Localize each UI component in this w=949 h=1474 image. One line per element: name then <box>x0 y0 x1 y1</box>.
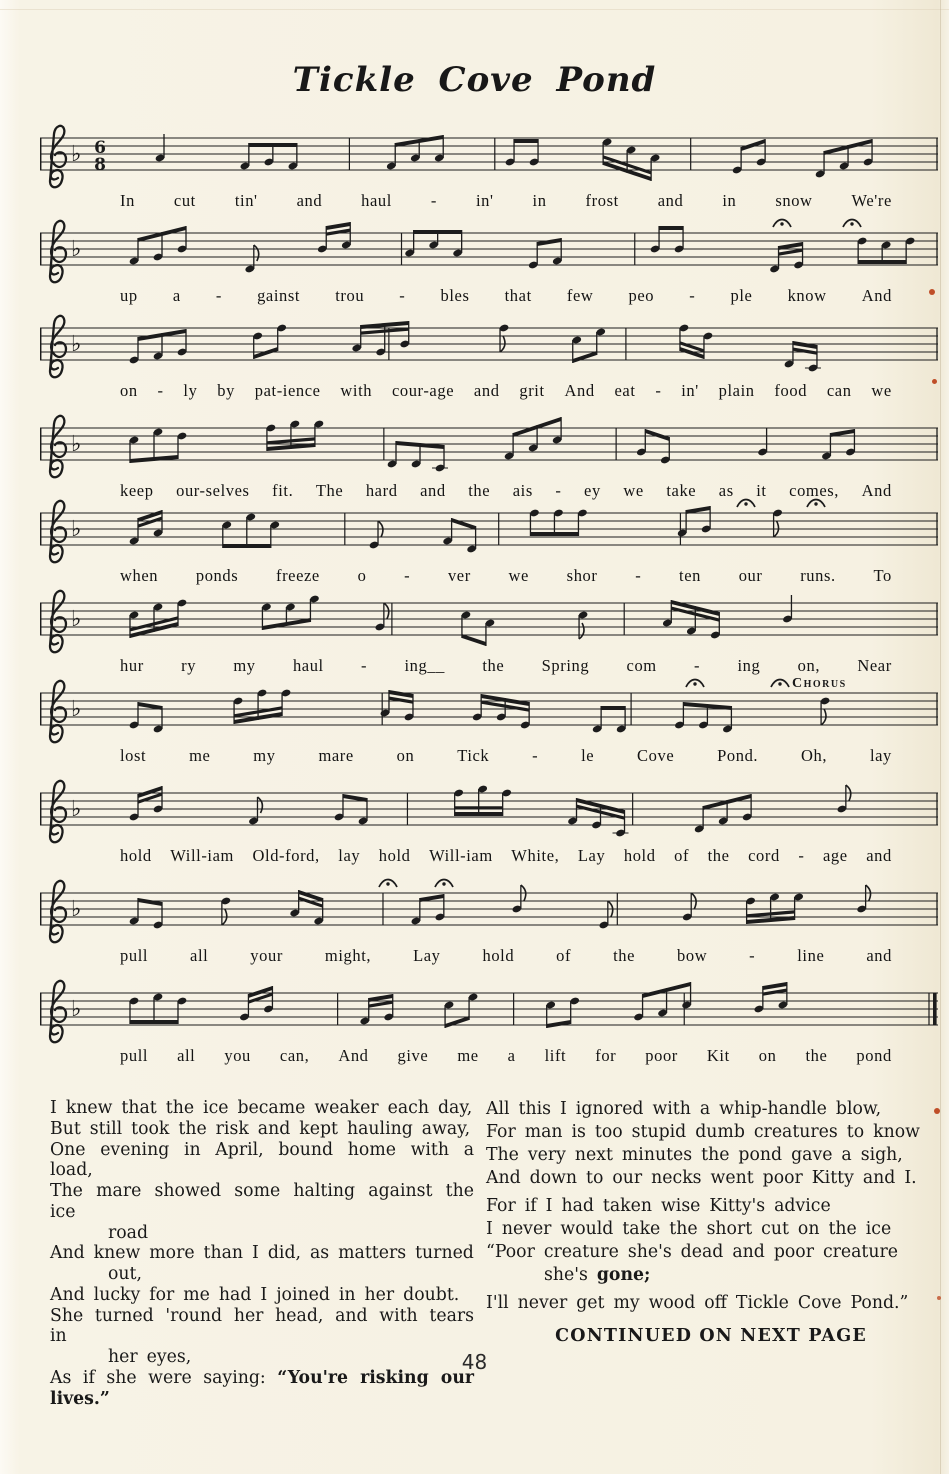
lyric-word: - <box>555 481 562 500</box>
svg-text:♭: ♭ <box>71 517 82 542</box>
lyrics-line <box>120 1046 892 1066</box>
lyric-word: we <box>871 381 892 400</box>
lyric-word: ry <box>181 656 197 675</box>
lyric-word: lay <box>338 846 361 865</box>
music-system-5 <box>40 495 938 589</box>
lyric-word: Kit <box>706 1046 730 1065</box>
lyric-word: pond <box>856 1046 892 1065</box>
lyric-word: and <box>473 381 500 400</box>
lyric-word: ais <box>512 481 533 500</box>
scan-speck <box>934 1108 940 1114</box>
svg-text:♭: ♭ <box>71 142 82 167</box>
lyric-word: take <box>666 481 697 500</box>
music-system-10 <box>40 975 938 1069</box>
lyric-word: peo <box>628 286 655 305</box>
lyric-word: with <box>340 381 373 400</box>
lyric-word: in <box>532 191 547 210</box>
music-system-6 <box>40 585 938 679</box>
lyric-word: - <box>694 656 701 675</box>
lyric-word: can <box>826 381 852 400</box>
lyric-word: and <box>420 481 446 500</box>
lyric-word: in <box>722 191 737 210</box>
lyrics-line <box>120 381 892 401</box>
chorus-label: Chorus <box>792 676 847 691</box>
lyric-word: pull <box>120 946 149 965</box>
lyric-word: Will-iam <box>429 846 493 865</box>
svg-text:♭: ♭ <box>71 697 82 722</box>
lyric-word: - <box>749 946 756 965</box>
scan-speck <box>937 1296 941 1300</box>
lyric-word: few <box>566 286 594 305</box>
lyric-word: And <box>861 481 892 500</box>
lyric-word: my <box>253 746 276 765</box>
lyric-word: And <box>564 381 595 400</box>
lyric-word: com <box>626 656 657 675</box>
lyric-word: a <box>172 286 181 305</box>
lyric-word: - <box>532 746 539 765</box>
lyric-word: bow <box>677 946 708 965</box>
lyric-word: that <box>504 286 532 305</box>
lyric-word: grit <box>519 381 545 400</box>
lyric-word: up <box>120 286 138 305</box>
verse-line: The very next minutes the pond gave a sigh, <box>486 1145 903 1165</box>
music-system-9 <box>40 875 938 969</box>
lyric-word: Near <box>857 656 892 675</box>
lyric-word: as <box>718 481 734 500</box>
lyric-word: line <box>797 946 825 965</box>
lyric-word: ey <box>584 481 601 500</box>
lyric-word: your <box>250 946 283 965</box>
svg-text:♭: ♭ <box>71 332 82 357</box>
verse-line: I never would take the short cut on the ice <box>486 1219 892 1239</box>
lyric-word: on, <box>797 656 821 675</box>
lyric-word: Pond. <box>717 746 759 765</box>
lyric-word: in' <box>475 191 494 210</box>
lyric-word: eat <box>614 381 636 400</box>
lyric-word: hold <box>482 946 515 965</box>
lyric-word: and <box>657 191 684 210</box>
lyric-word: pat-ience <box>254 381 321 400</box>
verse-line: The mare showed some halting against the ice <box>50 1181 474 1222</box>
lyric-word: To <box>873 566 892 585</box>
lyric-word: mare <box>318 746 354 765</box>
lyric-word: all <box>177 1046 196 1065</box>
svg-text:♭: ♭ <box>71 897 82 922</box>
staff-svg <box>40 775 938 845</box>
scan-edge-top <box>0 9 949 10</box>
lyric-word: the <box>805 1046 828 1065</box>
lyric-word: runs. <box>800 566 836 585</box>
lyric-word: - <box>404 566 411 585</box>
lyric-word: you <box>224 1046 251 1065</box>
lyric-word: and <box>866 946 892 965</box>
lyric-word: the <box>482 656 505 675</box>
lyric-word: on <box>758 1046 777 1065</box>
staff-svg <box>40 495 938 565</box>
lyrics-line <box>120 946 892 966</box>
lyric-word: my <box>233 656 256 675</box>
lyric-word: me <box>189 746 211 765</box>
verse-line: As if she were saying: “You're risking our lives.” <box>50 1367 474 1409</box>
lyric-word: ple <box>730 286 753 305</box>
lyric-word: ten <box>679 566 701 585</box>
verse-line: I knew that the ice became weaker each day, <box>50 1098 473 1118</box>
svg-text:6: 6 <box>94 138 106 158</box>
lyric-word: hold <box>623 846 656 865</box>
verse-line: And down to our necks went poor Kitty and I. <box>486 1168 917 1188</box>
lyric-word: Tick <box>457 746 490 765</box>
staff-svg <box>40 410 938 480</box>
verse-line: And knew more than I did, as matters turned <box>50 1243 474 1264</box>
lyric-word: our-selves <box>176 481 250 500</box>
verse-line: But still took the risk and kept hauling away, <box>50 1118 471 1139</box>
lyrics-line <box>120 566 892 586</box>
lyric-word: hold <box>378 846 411 865</box>
lyric-word: Cove <box>637 746 675 765</box>
lyric-word: our <box>738 566 763 585</box>
svg-text:♭: ♭ <box>71 237 82 262</box>
lyric-word: comes, <box>789 481 840 500</box>
lyrics-line <box>120 191 892 211</box>
lyric-word: snow <box>775 191 813 210</box>
svg-text:♭: ♭ <box>71 432 82 457</box>
lyric-word: ing <box>737 656 761 675</box>
staff-svg <box>40 310 938 380</box>
verse-line: One evening in April, bound home with a load, <box>50 1139 474 1181</box>
continued-notice: CONTINUED ON NEXT PAGE <box>555 1326 867 1346</box>
verse-line: All this I ignored with a whip-handle blow, <box>486 1099 882 1119</box>
lyric-word: Will-iam <box>170 846 234 865</box>
lyric-word: all <box>190 946 209 965</box>
verse-line: She turned 'round her head, and with tears in <box>50 1305 474 1347</box>
verse-line: “Poor creature she's dead and poor creature <box>486 1242 898 1262</box>
staff-svg <box>40 875 938 945</box>
svg-text:♭: ♭ <box>71 797 82 822</box>
music-system-7 <box>40 675 938 769</box>
lyric-word: trou <box>335 286 365 305</box>
lyric-word: ponds <box>195 566 239 585</box>
lyric-word: the <box>707 846 730 865</box>
lyric-word: - <box>635 566 642 585</box>
lyric-word: food <box>774 381 808 400</box>
lyric-word: - <box>430 191 438 210</box>
svg-text:8: 8 <box>94 155 106 175</box>
lyric-word: plain <box>718 381 755 400</box>
lyric-word: and <box>296 191 323 210</box>
lyric-word: Lay <box>413 946 441 965</box>
lyric-word: the <box>468 481 491 500</box>
lyric-word: give <box>397 1046 429 1065</box>
lyric-word: in' <box>681 381 699 400</box>
verse-line: she's gone; <box>544 1265 651 1285</box>
verse-line: her eyes, <box>108 1347 192 1367</box>
scan-speck <box>932 379 937 384</box>
page-title: Tickle Cove Pond <box>292 60 657 100</box>
lyric-word: pull <box>120 1046 149 1065</box>
lyric-word: le <box>581 746 595 765</box>
lyric-word: it <box>756 481 767 500</box>
lyric-word: we <box>623 481 644 500</box>
lyric-word: keep <box>120 481 154 500</box>
lyric-word: gainst <box>257 286 301 305</box>
lyric-word: o <box>357 566 367 585</box>
lyric-word: of <box>556 946 572 965</box>
lyric-word: the <box>613 946 636 965</box>
lyric-word: lost <box>120 746 147 765</box>
lyric-word: by <box>217 381 235 400</box>
lyric-word: ly <box>183 381 198 400</box>
verse-line: For if I had taken wise Kitty's advice <box>486 1196 831 1216</box>
staff-svg <box>40 215 938 285</box>
lyric-word: The <box>315 481 344 500</box>
music-system-4 <box>40 410 938 504</box>
lyric-word: we <box>508 566 529 585</box>
lyric-word: hold <box>120 846 152 865</box>
lyric-word: might, <box>324 946 372 965</box>
lyric-word: Oh, <box>801 746 828 765</box>
scan-speck <box>929 289 935 295</box>
music-system-8 <box>40 775 938 869</box>
lyric-word: and <box>866 846 892 865</box>
music-system-1 <box>40 120 938 214</box>
lyric-word: And <box>861 286 892 305</box>
lyric-word: hur <box>120 656 144 675</box>
lyric-word: - <box>157 381 164 400</box>
verse-column-right-lines <box>486 1098 936 1315</box>
lyric-word: White, <box>511 846 560 865</box>
verse-line: For man is too stupid dumb creatures to know <box>486 1122 920 1142</box>
verse-line: And lucky for me had I joined in her doubt. <box>50 1284 460 1305</box>
verse-line: road <box>108 1222 149 1243</box>
lyric-word: know <box>787 286 827 305</box>
lyric-word: Old-ford, <box>252 846 320 865</box>
lyric-word: frost <box>585 191 619 210</box>
lyric-word: - <box>689 286 696 305</box>
lyric-word: cord <box>748 846 780 865</box>
lyric-word: shor <box>566 566 598 585</box>
page-number: 48 <box>461 1350 488 1374</box>
lyric-word: freeze <box>275 566 320 585</box>
lyrics-line <box>120 656 892 676</box>
lyric-word: haul <box>292 656 324 675</box>
lyric-word: hard <box>365 481 398 500</box>
lyric-word: ver <box>447 566 471 585</box>
music-system-3 <box>40 310 938 404</box>
lyrics-line <box>120 846 892 866</box>
lyric-word: cut <box>173 191 196 210</box>
lyric-word: on <box>120 381 138 400</box>
lyric-word: And <box>338 1046 369 1065</box>
lyric-word: ing__ <box>404 656 446 675</box>
verse-line: out, <box>108 1264 142 1284</box>
svg-text:♭: ♭ <box>71 607 82 632</box>
verse-line: I'll never get my wood off Tickle Cove Pond.” <box>486 1293 909 1313</box>
lyrics-line <box>120 746 892 766</box>
lyric-word: age <box>823 846 848 865</box>
lyrics-line <box>120 286 892 306</box>
lyric-word: me <box>457 1046 479 1065</box>
music-system-2 <box>40 215 938 309</box>
lyric-word: Lay <box>577 846 606 865</box>
lyric-word: - <box>215 286 222 305</box>
lyric-word: when <box>120 566 159 585</box>
lyric-word: tin' <box>234 191 258 210</box>
lyric-word: a <box>507 1046 516 1065</box>
lyric-word: poor <box>645 1046 678 1065</box>
lyric-word: of <box>674 846 690 865</box>
staff-svg <box>40 585 938 655</box>
lyric-word: Spring <box>541 656 590 675</box>
lyric-word: - <box>361 656 368 675</box>
lyric-word: - <box>655 381 662 400</box>
svg-text:♭: ♭ <box>71 997 82 1022</box>
lyric-word: We're <box>851 191 892 210</box>
staff-svg <box>40 975 938 1045</box>
lyric-word: - <box>399 286 406 305</box>
lyric-word: lay <box>869 746 892 765</box>
lyric-word: fit. <box>272 481 294 500</box>
lyric-word: cour-age <box>391 381 455 400</box>
lyric-word: for <box>595 1046 617 1065</box>
lyric-word: In <box>120 191 135 210</box>
lyric-word: bles <box>440 286 470 305</box>
lyric-word: on <box>396 746 415 765</box>
lyric-word: can, <box>279 1046 310 1065</box>
lyric-word: - <box>798 846 805 865</box>
lyric-word: haul <box>361 191 392 210</box>
staff-svg <box>40 120 938 190</box>
lyric-word: lift <box>544 1046 567 1065</box>
scan-edge-right <box>940 0 941 1474</box>
